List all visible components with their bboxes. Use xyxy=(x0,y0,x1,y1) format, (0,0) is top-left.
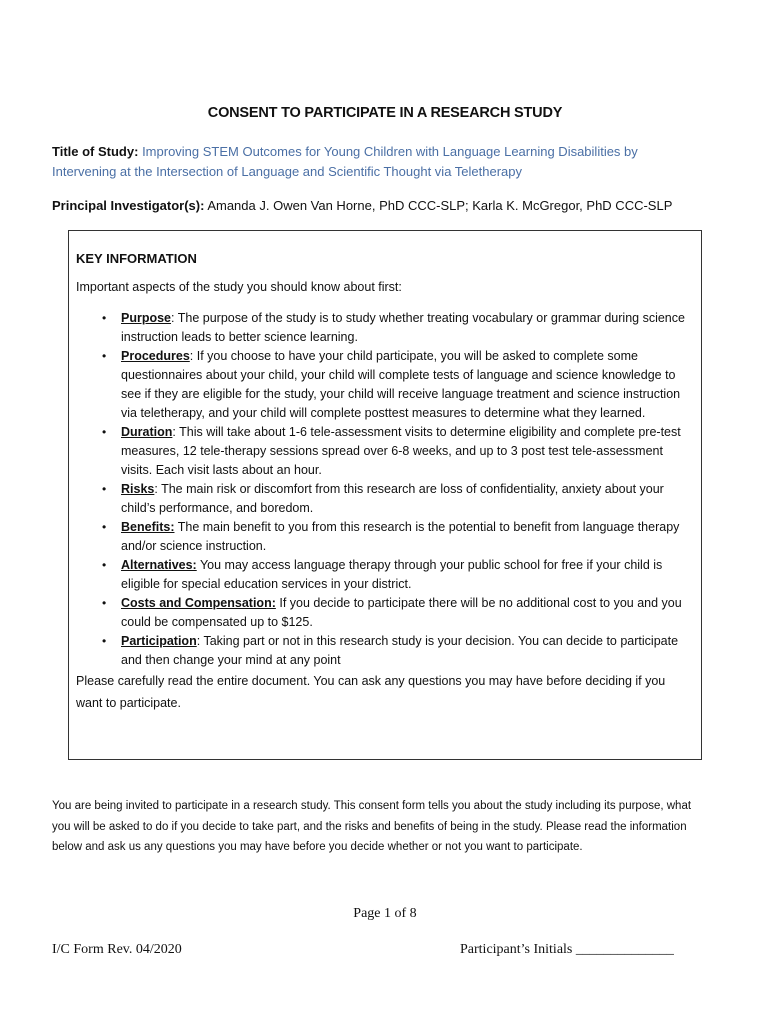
bullet-icon: • xyxy=(102,634,107,648)
key-item-duration xyxy=(76,423,693,480)
principal-investigator-line xyxy=(52,196,732,216)
key-item-term: Risks xyxy=(121,482,155,496)
key-item-costs-compensation xyxy=(76,594,693,632)
key-item-text: If you choose to have your child participate, you will be asked to complete some questionnaires about your child, your child will complete tests of language and science knowledge to see if they are eligible for the study, your child will receive language treatment and science instruction via teletherapy, and your child will complete posttest measures to determine what they learned. xyxy=(121,349,681,420)
bullet-icon: • xyxy=(102,558,107,572)
key-item-term: Participation xyxy=(121,634,197,648)
key-information-outro: Please carefully read the entire document. You can ask any questions you may have before deciding if you want to participate. xyxy=(76,674,666,710)
key-item-text: You may access language therapy through your public school for free if your child is eligible for special education services in your district. xyxy=(121,558,663,591)
key-item-term: Purpose xyxy=(121,311,172,325)
key-item-risks xyxy=(76,480,693,518)
key-item-punct: : xyxy=(189,349,194,363)
key-item-procedures xyxy=(76,347,693,423)
key-item-term: Costs and Compensation: xyxy=(121,596,276,610)
study-title-label: Title of Study: xyxy=(52,144,139,159)
key-item-punct: : xyxy=(172,425,176,439)
bullet-icon: • xyxy=(102,520,107,534)
bullet-icon: • xyxy=(102,596,107,610)
key-item-term: Benefits: xyxy=(121,520,175,534)
invitation-paragraph: You are being invited to participate in a research study. This consent form tells you about the study including its purpose, what you will be asked to do if you decide to take part, and the risks and benefits of being in the study. Please read the information below and ask us any questions you may have before you decide whether or not you want to participate. xyxy=(52,800,692,853)
study-title-value: Improving STEM Outcomes for Young Children with Language Learning Disabilities by Intervening at the Intersection of Language and Scientific Thought via Teletherapy xyxy=(52,144,638,179)
form-revision: I/C Form Rev. 04/2020 xyxy=(52,942,182,957)
key-item-punct: : xyxy=(196,634,201,648)
key-item-participation xyxy=(76,632,693,670)
key-item-alternatives xyxy=(76,556,693,594)
document-title: CONSENT TO PARTICIPATE IN A RESEARCH STUDY xyxy=(207,105,563,121)
key-item-text: Taking part or not in this research study is your decision. You can decide to participate and then change your mind at any point xyxy=(121,634,679,667)
principal-investigator-value: Amanda J. Owen Van Horne, PhD CCC-SLP; Karla K. McGregor, PhD CCC-SLP xyxy=(207,198,673,213)
page-number: Page 1 of 8 xyxy=(353,906,417,921)
key-item-text: The main risk or discomfort from this research are loss of confidentiality, anxiety about your child’s performance, and boredom. xyxy=(121,482,664,515)
key-item-text: If you decide to participate there will be no additional cost to you and you could be compensated up to $125. xyxy=(121,596,682,629)
key-item-benefits xyxy=(76,518,693,556)
study-title-line xyxy=(52,142,692,182)
key-item-term: Alternatives: xyxy=(121,558,197,572)
bullet-icon: • xyxy=(102,482,107,496)
key-item-term: Procedures xyxy=(121,349,190,363)
key-item-term: Duration xyxy=(121,425,173,439)
key-item-text: The main benefit to you from this research is the potential to benefit from language therapy and/or science instruction. xyxy=(121,520,680,553)
key-item-text: This will take about 1-6 tele-assessment visits to determine eligibility and complete pre-test measures, 12 tele-therapy sessions spread over 6-8 weeks, and up to 3 post test tele-assessment visits. Each visit lasts about an hour. xyxy=(121,425,681,477)
bullet-icon: • xyxy=(102,311,107,325)
key-information-intro: Important aspects of the study you should know about first: xyxy=(76,280,402,294)
participant-initials-field: Participant’s Initials ______________ xyxy=(460,942,674,957)
key-item-purpose xyxy=(76,309,693,347)
key-information-box xyxy=(68,230,702,760)
bullet-icon: • xyxy=(102,349,107,363)
principal-investigator-label: Principal Investigator(s): xyxy=(52,198,205,213)
key-item-text: The purpose of the study is to study whether treating vocabulary or grammar during science instruction leads to better science learning. xyxy=(121,311,685,344)
bullet-icon: • xyxy=(102,425,107,439)
key-item-punct: : xyxy=(171,311,175,325)
key-information-list xyxy=(76,309,693,670)
key-information-heading: KEY INFORMATION xyxy=(76,251,197,266)
key-item-punct: : xyxy=(154,482,158,496)
